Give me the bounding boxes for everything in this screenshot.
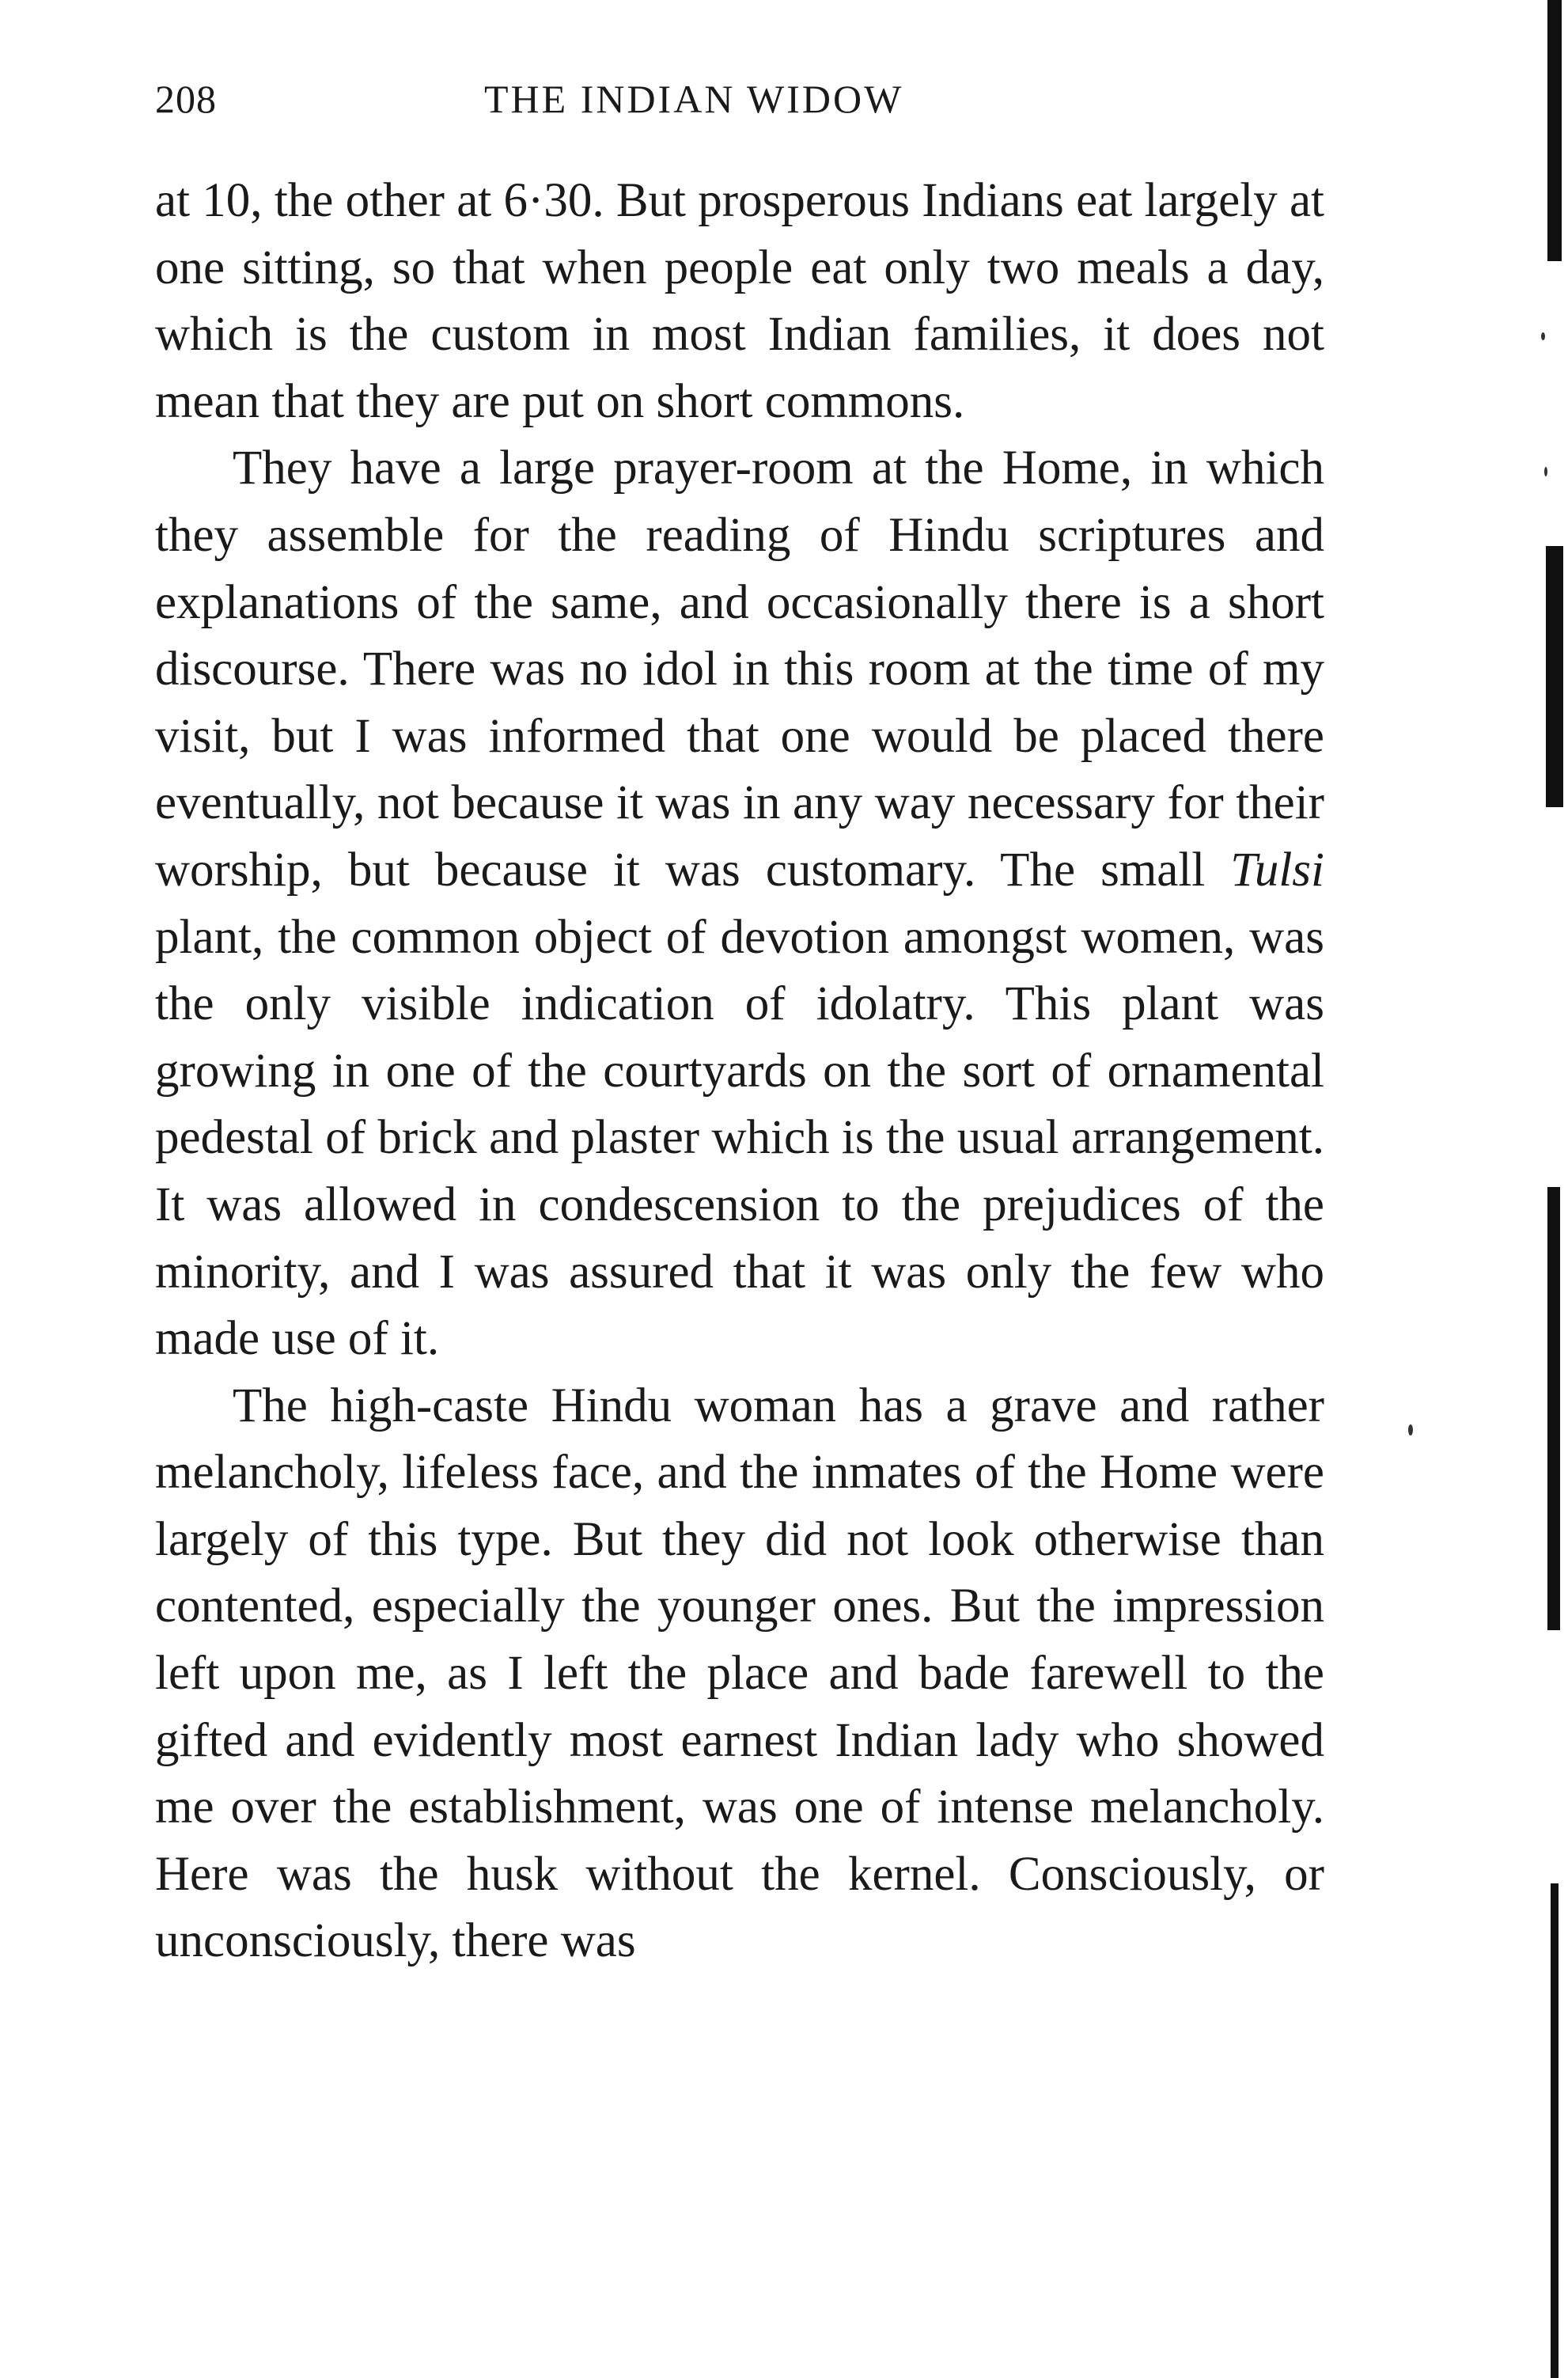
binding-shadow-middle	[1546, 546, 1563, 807]
paragraph-2-text-before: They have a large prayer-room at the Home, in which they assemble for the reading of Hindu scriptures and explanations of the same, and occasionally there is a short discourse. There was no idol in this room at the time of my visit, but I was informed that one would be placed there eventually, not because it was in any way necessary for their worship, but because it was customary. The small	[155, 442, 1324, 897]
paragraph-2-text-after: plant, the common object of devotion amongst women, was the only visible indication of idolatry. This plant was growing in one of the courtyards on the sort of ornamental pedestal of brick and plaster which is the usual arrangement. It was allowed in condescension to the prejudices of the minority, and I was assured that it was only the few who made use of it.	[155, 910, 1324, 1366]
paragraph-2	[155, 435, 1324, 1372]
scan-speck	[1541, 332, 1545, 340]
body-text	[155, 168, 1324, 1975]
tulsi-italic: Tulsi	[1230, 843, 1324, 897]
binding-shadow-top	[1547, 0, 1562, 261]
page-header	[155, 76, 1324, 131]
paragraph-1: at 10, the other at 6·30. But prosperous Indians eat largely at one sitting, so that when people eat only two meals a day, which is the custom in most Indian families, it does not mean that they are put on short commons.	[155, 174, 1324, 428]
page-number: 208	[155, 77, 217, 121]
running-head: THE INDIAN WIDOW	[484, 77, 904, 121]
scan-speck	[1408, 1424, 1413, 1436]
paragraph-3: The high-caste Hindu woman has a grave and rather melancholy, lifeless face, and the inmates of the Home were largely of this type. But they did not look otherwise than contented, especially the younger ones. But the impression left upon me, as I left the place and bade farewell to the gifted and evidently most earnest Indian lady who showed me over the establishment, was one of intense melancholy. Here was the husk without the kernel. Consciously, or unconsciously, there was	[155, 1379, 1324, 1968]
binding-shadow-bottom	[1551, 1883, 1559, 2378]
binding-shadow-lower	[1547, 1187, 1560, 1630]
scan-speck	[1544, 467, 1547, 476]
